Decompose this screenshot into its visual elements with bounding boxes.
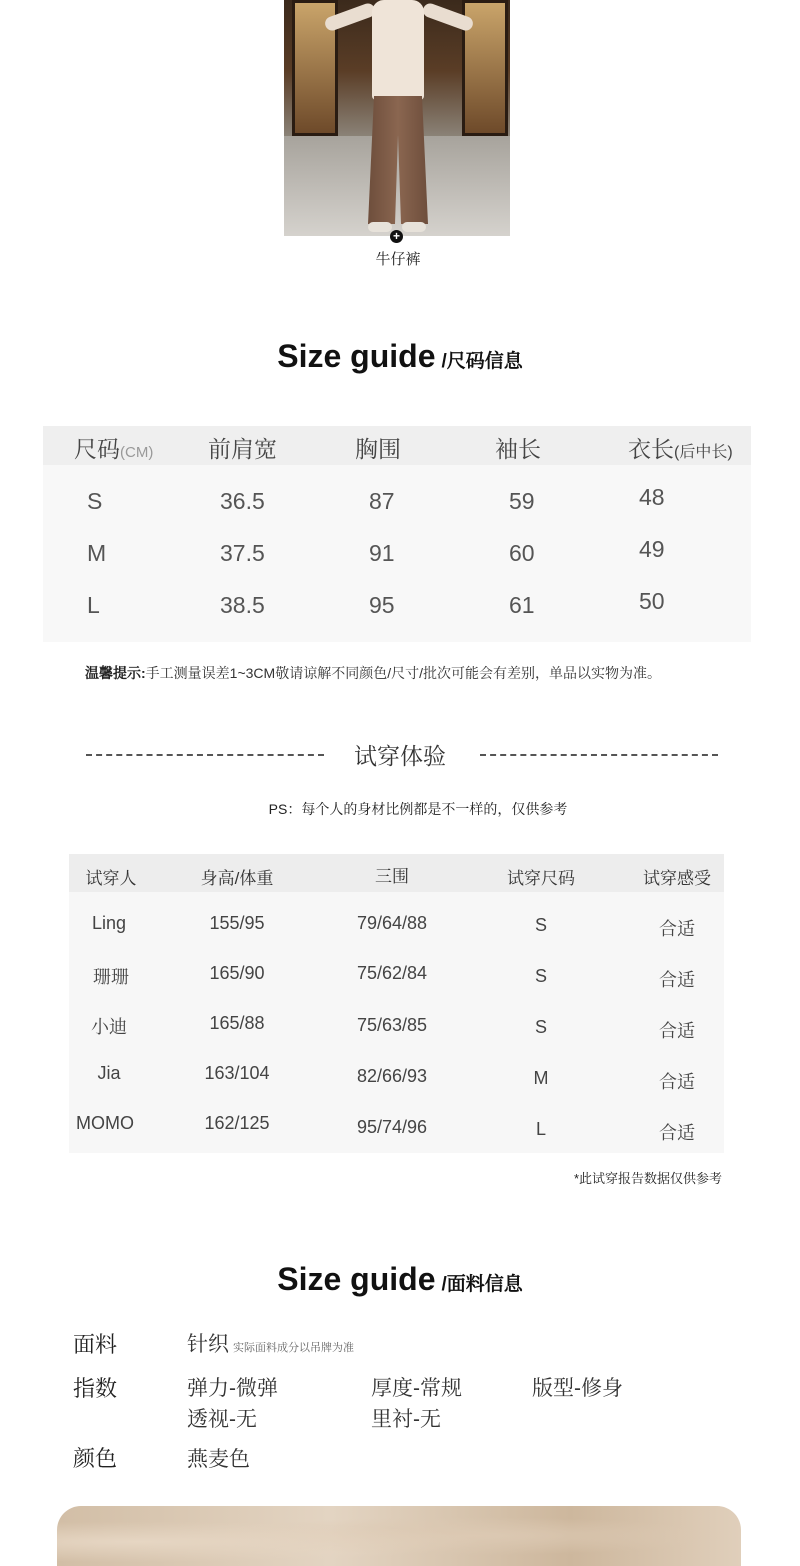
size-cell: 36.5 (220, 488, 265, 514)
fabric-index-label: 指数 (73, 1376, 118, 1401)
tryon-footnote: *此试穿报告数据仅供参考 (573, 1171, 722, 1186)
tryon-cell: M (533, 1068, 549, 1088)
tryon-cell: 合适 (659, 1072, 695, 1092)
fabric-index-thickness: 厚度-常规 (371, 1377, 462, 1400)
fabric-material-label: 面料 (73, 1332, 118, 1357)
size-cell: 59 (509, 488, 535, 514)
tryon-cell: 合适 (659, 919, 695, 939)
fabric-color-value: 燕麦色 (187, 1448, 250, 1471)
fabric-index-elasticity: 弹力-微弹 (187, 1377, 278, 1400)
size-guide-subtitle: /尺码信息 (441, 351, 523, 372)
size-cell: 95 (369, 592, 395, 618)
product-caption: 牛仔裤 (375, 251, 421, 268)
fabric-guide-heading: Size guide (277, 1261, 436, 1297)
size-cell: 61 (509, 592, 535, 618)
tryon-title: 试穿体验 (354, 743, 446, 769)
tryon-cell: 162/125 (204, 1113, 270, 1133)
tryon-cell: 165/88 (209, 1013, 265, 1033)
size-header-shoulder: 前肩宽 (208, 436, 277, 462)
size-cell: 50 (639, 588, 665, 614)
size-note-text: 手工测量误差1~3CM敬请谅解不同颜色/尺寸/批次可能会有差别，单品以实物为准。 (145, 665, 661, 681)
size-cell: 60 (509, 540, 535, 566)
size-cell: 38.5 (220, 592, 265, 618)
fabric-guide-title (0, 1261, 800, 1298)
fabric-index-lining: 里衬-无 (371, 1408, 441, 1431)
size-cell: L (87, 592, 100, 618)
size-cell: 48 (639, 484, 665, 510)
tryon-cell: 79/64/88 (356, 913, 428, 933)
size-header-size: 尺码(CM) (74, 436, 154, 462)
size-cell: M (87, 540, 107, 566)
tryon-cell: 合适 (659, 1123, 695, 1143)
tryon-cell: 合适 (659, 970, 695, 990)
tryon-cell: 165/90 (209, 963, 265, 983)
tryon-header-feel: 试穿感受 (643, 869, 711, 888)
tryon-header-person: 试穿人 (85, 869, 137, 888)
tryon-cell: MOMO (76, 1113, 134, 1133)
tryon-cell: 75/62/84 (356, 963, 428, 983)
tryon-cell: L (535, 1119, 546, 1139)
tryon-cell: 合适 (659, 1021, 695, 1041)
size-note-label: 温馨提示: (85, 665, 146, 681)
tryon-cell: S (534, 915, 547, 935)
tryon-header-measurements: 三围 (375, 867, 409, 886)
tryon-cell: 155/95 (209, 913, 265, 933)
tryon-table (69, 854, 724, 1153)
size-cell: 37.5 (220, 540, 265, 566)
fabric-material-value: 针织 实际面料成分以吊牌为准 (187, 1333, 354, 1356)
fabric-guide-subtitle: /面料信息 (441, 1274, 523, 1295)
size-cell: S (87, 488, 103, 514)
fabric-color-label: 颜色 (73, 1446, 118, 1471)
tryon-header-height-weight: 身高/体重 (200, 869, 274, 888)
size-cell: 87 (369, 488, 395, 514)
tryon-cell: 小迪 (91, 1017, 127, 1037)
tryon-header-size: 试穿尺码 (507, 869, 575, 888)
fabric-index-transparency: 透视-无 (187, 1408, 257, 1431)
size-header-sleeve: 袖长 (495, 436, 541, 462)
tryon-cell: Jia (97, 1063, 121, 1083)
size-guide-heading: Size guide (277, 338, 436, 374)
tryon-cell: 163/104 (204, 1063, 270, 1083)
fabric-detail-photo (57, 1506, 741, 1566)
tryon-cell: 82/66/93 (356, 1066, 428, 1086)
tryon-cell: S (534, 1017, 547, 1037)
size-guide-title (0, 338, 800, 375)
fabric-material-note: 实际面料成分以吊牌为准 (233, 1342, 354, 1354)
divider-right (480, 754, 718, 756)
size-cell: 91 (369, 540, 395, 566)
tryon-cell: S (534, 966, 547, 986)
tryon-cell: 95/74/96 (356, 1117, 428, 1137)
fabric-index-fit: 版型-修身 (532, 1377, 623, 1400)
tryon-ps: PS：每个人的身材比例都是不一样的，仅供参考 (268, 801, 568, 817)
size-cell: 49 (639, 536, 665, 562)
product-photo[interactable] (284, 0, 510, 236)
plus-icon[interactable]: + (390, 230, 403, 243)
tryon-cell: 珊珊 (93, 967, 129, 987)
size-header-length: 衣长(后中长) (628, 436, 733, 462)
tryon-cell: Ling (91, 913, 127, 933)
size-note (85, 663, 661, 683)
size-header-chest: 胸围 (355, 436, 401, 462)
divider-left (86, 754, 324, 756)
tryon-cell: 75/63/85 (356, 1015, 428, 1035)
